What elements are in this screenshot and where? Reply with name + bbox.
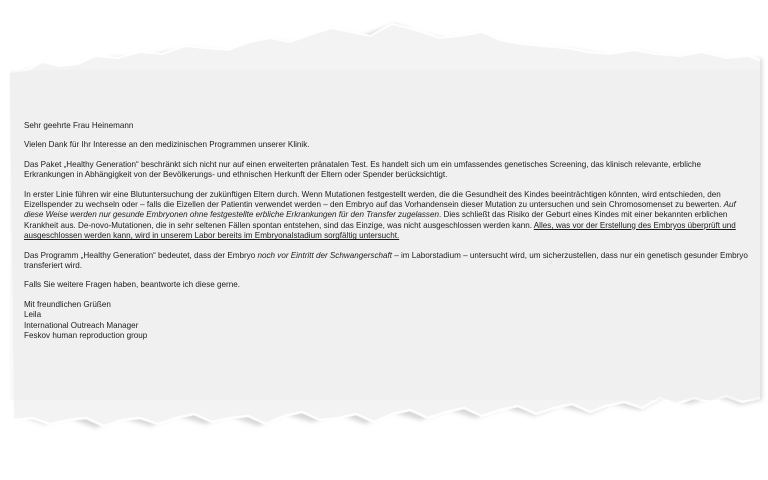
paragraph-screening-italic: Auf diese Weise werden nur gesunde Embryonen ohne festgestellte erbliche Erkrankungen für den Transfer zugelassen xyxy=(24,200,736,220)
paragraph-screening-underlined: Alles, was vor der Erstellung des Embryos überprüft und ausgeschlossen werden kann, wird in unserem Labor bereits im Embryonalstadium sorgfältig untersucht. xyxy=(24,220,736,241)
sender-role: International Outreach Manager xyxy=(24,320,139,330)
greeting: Sehr geehrte Frau Heinemann xyxy=(24,121,134,130)
paragraph-questions: Falls Sie weitere Fragen haben, beantworte ich diese gerne. xyxy=(24,280,240,290)
paragraph-package: Das Paket „Healthy Generation“ beschränkt sich nicht nur auf einen erweiterten pränatalen Test. Es handelt sich um ein umfassendes genetisches Screening, das klinisch relevante, erbliche Erkrankungen in Abhängigkeit von der Bevölkerungs- und ethnischen Herkunft der Eltern oder Spender berücksichtigt. xyxy=(24,159,701,180)
paragraph-program-italic: noch vor Eintritt der Schwangerschaft xyxy=(257,250,392,260)
signature-block xyxy=(24,300,748,342)
paragraph-program-text-b: – im Laborstadium – untersucht wird, um sicherzustellen, dass nur ein genetisch gesunder Embryo transferiert wird. xyxy=(24,250,748,271)
paragraph-program-text-a: Das Programm „Healthy Generation“ bedeutet, dass der Embryo xyxy=(24,250,258,260)
sender-company: Feskov human reproduction group xyxy=(24,331,148,341)
paragraph-program xyxy=(24,251,748,272)
paragraph-screening xyxy=(24,190,748,242)
letter-body xyxy=(24,121,748,342)
closing: Mit freundlichen Grüßen xyxy=(24,299,111,309)
thanks-line: Vielen Dank für Ihr Interesse an den medizinischen Programmen unserer Klinik. xyxy=(24,140,310,150)
sender-name: Leila xyxy=(24,310,42,320)
paragraph-screening-text-b: . Dies schließt das Risiko der Geburt eines Kindes mit einer bekannten erblichen Krankheit aus. De-novo-Mutationen, die in sehr seltenen Fällen spontan entstehen, sind das Einzige, was nicht ausgeschlossen werden kann. xyxy=(24,210,728,230)
paragraph-screening-text-a: In erster Linie führen wir eine Blutuntersuchung der zukünftigen Eltern durch. Wenn Mutationen festgestellt werden, die die Gesundheit des Kindes beeinträchtigen könnten, wird entschieden, den Eizellspender zu wechseln oder – falls die Eizellen der Patientin verwendet werden – den Embryo auf das Vorhandensein dieser Mutation zu untersuchen und sein Chromosomenset zu bewerten. xyxy=(24,189,724,210)
